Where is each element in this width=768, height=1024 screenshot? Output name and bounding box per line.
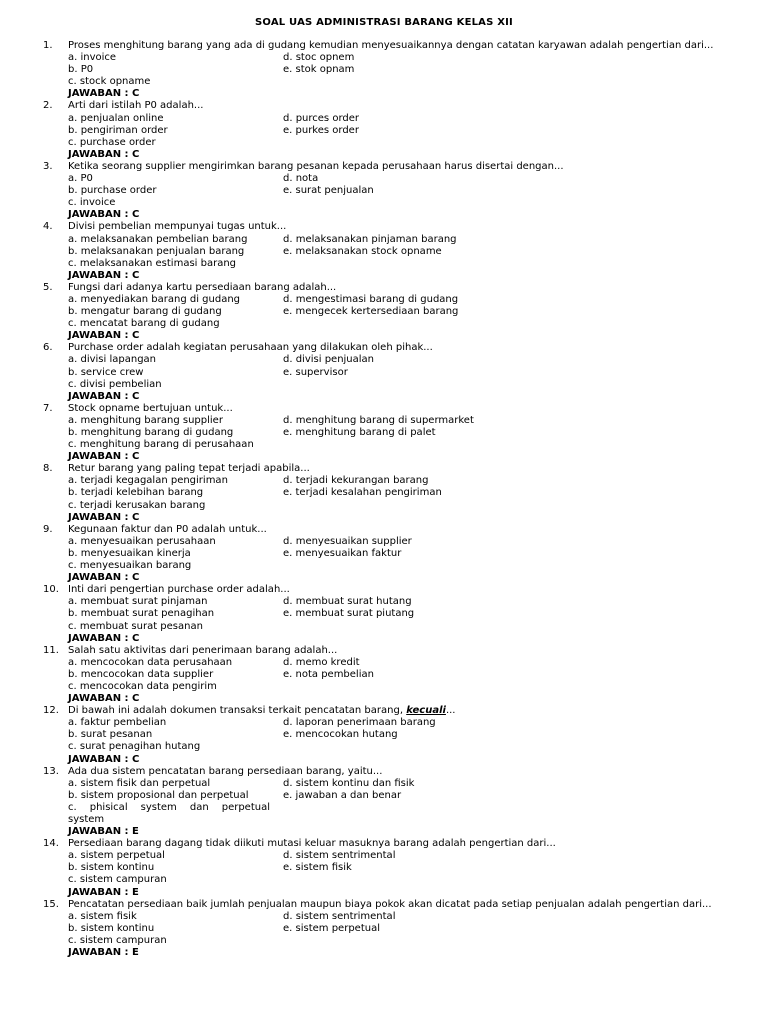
- question-item: [0, 342, 768, 402]
- question-text: Ketika seorang supplier mengirimkan barang pesanan kepada perusahaan harus disertai dengan...: [68, 160, 564, 172]
- question-number: 10.: [43, 584, 59, 596]
- option-a: a. melaksanakan pembelian barang: [68, 233, 248, 245]
- option-e: e. sistem perpetual: [283, 922, 380, 934]
- option-e: e. mengecek kertersediaan barang: [283, 306, 459, 318]
- options-row: [0, 669, 768, 681]
- question-text: Kegunaan faktur dan P0 adalah untuk...: [68, 523, 267, 535]
- question-item: [0, 705, 768, 765]
- option-c: c. mencocokan data pengirim: [68, 680, 217, 692]
- question-number: 7.: [43, 402, 53, 414]
- option-b: b. sistem proposional dan perpetual: [68, 789, 249, 801]
- question-line: [0, 645, 768, 657]
- question-line: [0, 100, 768, 112]
- option-b: b. menyesuaikan kinerja: [68, 547, 191, 559]
- options-row: [0, 294, 768, 306]
- options-row: [0, 790, 768, 802]
- option-c: c. surat penagihan hutang: [68, 741, 201, 753]
- question-text: Proses menghitung barang yang ada di gudang kemudian menyesuaikannya dengan catatan karyawan adalah pengertian dari...: [68, 40, 714, 51]
- options-row: [0, 234, 768, 246]
- option-d: d. menghitung barang di supermarket: [283, 414, 474, 426]
- question-list: [0, 40, 768, 959]
- question-item: [0, 221, 768, 281]
- option-d: d. membuat surat hutang: [283, 596, 412, 608]
- question-text: Arti dari istilah P0 adalah...: [68, 100, 204, 112]
- question-line: [0, 463, 768, 475]
- question-number: 13.: [43, 765, 59, 777]
- question-number: 11.: [43, 644, 59, 656]
- question-line: [0, 221, 768, 233]
- options-row: [0, 354, 768, 366]
- options-row: [0, 52, 768, 64]
- answer-key: JAWABAN : C: [68, 572, 140, 584]
- options-row: [0, 850, 768, 862]
- option-b: b. menghitung barang di gudang: [68, 427, 234, 438]
- option-a: a. menyesuaikan perusahaan: [68, 535, 216, 547]
- question-line: [0, 161, 768, 173]
- question-number: 4.: [43, 221, 53, 233]
- question-text: Divisi pembelian mempunyai tugas untuk...: [68, 221, 287, 233]
- question-line: [0, 766, 768, 778]
- option-e: e. menyesuaikan faktur: [283, 547, 402, 559]
- option-a: a. sistem fisik: [68, 910, 137, 922]
- question-line: [0, 282, 768, 294]
- option-b: b. P0: [68, 64, 94, 76]
- option-e: e. membuat surat piutang: [283, 608, 415, 620]
- option-c: c. membuat surat pesanan: [68, 620, 203, 632]
- question-text: Fungsi dari adanya kartu persediaan barang adalah...: [68, 281, 337, 293]
- question-line: [0, 342, 768, 354]
- question-item: [0, 838, 768, 898]
- option-a: a. divisi lapangan: [68, 354, 157, 366]
- answer-key: JAWABAN : C: [68, 753, 140, 765]
- options-row: [0, 536, 768, 548]
- question-item: [0, 766, 768, 839]
- option-a: a. menghitung barang supplier: [68, 414, 223, 426]
- option-e: e. jawaban a dan benar: [283, 789, 402, 801]
- answer-key: JAWABAN : C: [68, 390, 140, 402]
- options-row: [0, 64, 768, 76]
- option-e: e. supervisor: [283, 366, 348, 378]
- question-line: [0, 403, 768, 415]
- option-c-continued: system: [68, 814, 105, 825]
- question-number: 9.: [43, 523, 53, 535]
- question-item: [0, 584, 768, 644]
- option-c: c. mencatat barang di gudang: [68, 318, 220, 330]
- question-line: [0, 899, 768, 911]
- option-a: a. membuat surat pinjaman: [68, 596, 208, 608]
- question-text: Stock opname bertujuan untuk...: [68, 402, 233, 414]
- options-row: [0, 173, 768, 185]
- option-a: a. penjualan online: [68, 112, 164, 124]
- options-row: [0, 548, 768, 560]
- options-row: [0, 113, 768, 125]
- options-row: [0, 487, 768, 499]
- option-e: e. surat penjualan: [283, 185, 374, 197]
- question-item: [0, 899, 768, 959]
- document-title: SOAL UAS ADMINISTRASI BARANG KELAS XII: [255, 17, 513, 28]
- option-e: e. sistem fisik: [283, 862, 352, 874]
- question-line: [0, 524, 768, 536]
- question-number: 14.: [43, 838, 59, 850]
- option-a: a. terjadi kegagalan pengiriman: [68, 475, 228, 487]
- answer-key: JAWABAN : C: [68, 88, 140, 100]
- option-c: c. sistem campuran: [68, 874, 167, 886]
- option-c: c. menghitung barang di perusahaan: [68, 439, 254, 451]
- question-text: Purchase order adalah kegiatan perusahaan yang dilakukan oleh pihak...: [68, 342, 433, 354]
- options-row: [0, 475, 768, 487]
- option-d: d. menyesuaikan supplier: [283, 535, 412, 547]
- options-row: [0, 306, 768, 318]
- option-c: c. menyesuaikan barang: [68, 560, 192, 572]
- question-item: [0, 524, 768, 584]
- option-c: c. stock opname: [68, 76, 151, 88]
- answer-key: JAWABAN : C: [68, 209, 140, 221]
- option-c: c. melaksanakan estimasi barang: [68, 257, 237, 269]
- option-b: b. sistem kontinu: [68, 862, 155, 874]
- option-d: d. terjadi kekurangan barang: [283, 475, 429, 487]
- option-b: b. pengiriman order: [68, 124, 168, 136]
- option-d: d. mengestimasi barang di gudang: [283, 293, 459, 305]
- option-b: b. surat pesanan: [68, 729, 153, 741]
- question-line: [0, 838, 768, 850]
- option-c: [0, 802, 268, 826]
- question-text-emphasis: kecuali: [406, 705, 446, 717]
- option-b: b. terjadi kelebihan barang: [68, 487, 204, 499]
- question-number: 3.: [43, 160, 53, 172]
- options-row: [0, 729, 768, 741]
- options-row: [0, 415, 768, 427]
- answer-key: JAWABAN : C: [68, 269, 140, 281]
- option-c: c. divisi pembelian: [68, 378, 162, 390]
- question-number: 15.: [43, 898, 59, 910]
- option-b: b. membuat surat penagihan: [68, 608, 215, 620]
- option-b: b. purchase order: [68, 185, 157, 197]
- question-text: Persediaan barang dagang tidak diikuti mutasi keluar masuknya barang adalah pengertian dari...: [68, 838, 556, 850]
- question-text: Salah satu aktivitas dari penerimaan barang adalah...: [68, 644, 338, 656]
- options-row: [0, 657, 768, 669]
- options-row: [0, 862, 768, 874]
- question-line: [0, 705, 768, 717]
- option-d: d. memo kredit: [283, 656, 360, 668]
- question-text: Pencatatan persediaan baik jumlah penjualan maupun biaya pokok akan dicatat pada setiap penjualan adalah pengertian dari...: [68, 898, 712, 910]
- option-d: d. sistem kontinu dan fisik: [283, 777, 415, 789]
- option-d: d. nota: [283, 173, 319, 185]
- option-c: c. sistem campuran: [68, 934, 167, 946]
- answer-key: JAWABAN : E: [68, 886, 139, 898]
- option-a: a. sistem perpetual: [68, 850, 165, 862]
- option-c-word: perpetual: [221, 801, 270, 813]
- option-b: b. sistem kontinu: [68, 922, 155, 934]
- options-row: [0, 367, 768, 379]
- answer-key: JAWABAN : C: [68, 451, 140, 463]
- question-number: 5.: [43, 281, 53, 293]
- options-row: [0, 246, 768, 258]
- options-row: [0, 125, 768, 137]
- answer-key: JAWABAN : E: [68, 826, 139, 838]
- options-row: [0, 717, 768, 729]
- options-row: [0, 608, 768, 620]
- option-c: c. terjadi kerusakan barang: [68, 499, 206, 511]
- answer-key: JAWABAN : C: [68, 330, 140, 342]
- answer-key: JAWABAN : C: [68, 632, 140, 644]
- question-number: 8.: [43, 463, 53, 475]
- question-number: 2.: [43, 100, 53, 112]
- answer-key: JAWABAN : C: [68, 693, 140, 705]
- option-c-word: dan: [189, 801, 209, 813]
- option-e: e. melaksanakan stock opname: [283, 245, 442, 257]
- options-row: [0, 923, 768, 935]
- question-item: [0, 282, 768, 342]
- answer-key: JAWABAN : C: [68, 148, 140, 160]
- question-item: [0, 100, 768, 160]
- option-e: e. mencocokan hutang: [283, 729, 398, 741]
- question-text-pre: Di bawah ini adalah dokumen transaksi terkait pencatatan barang,: [68, 705, 407, 717]
- option-c: c. invoice: [68, 197, 116, 209]
- answer-key: JAWABAN : C: [68, 511, 140, 523]
- options-row: [0, 911, 768, 923]
- question-line: [0, 40, 768, 52]
- option-d: d. melaksanakan pinjaman barang: [283, 233, 457, 245]
- document: [0, 17, 768, 959]
- question-text: Inti dari pengertian purchase order adalah...: [68, 584, 290, 596]
- option-b: b. mencocokan data supplier: [68, 668, 214, 680]
- option-d: d. purces order: [283, 112, 359, 124]
- question-item: [0, 40, 768, 100]
- question-item: [0, 403, 768, 463]
- question-item: [0, 161, 768, 221]
- question-line: [0, 584, 768, 596]
- option-c-word: phisical: [89, 801, 128, 813]
- question-text: [68, 705, 455, 717]
- question-number: 6.: [43, 342, 53, 354]
- option-a: a. sistem fisik dan perpetual: [68, 777, 211, 789]
- option-b: b. service crew: [68, 366, 144, 378]
- option-a: a. P0: [68, 173, 93, 185]
- options-row: [0, 185, 768, 197]
- option-d: d. divisi penjualan: [283, 354, 375, 366]
- options-row: [0, 427, 768, 439]
- option-a: a. mencocokan data perusahaan: [68, 656, 233, 668]
- option-d: d. sistem sentrimental: [283, 910, 396, 922]
- question-text-post: ...: [445, 705, 456, 717]
- option-d: d. sistem sentrimental: [283, 850, 396, 862]
- option-a: a. invoice: [68, 52, 117, 64]
- option-e: e. nota pembelian: [283, 668, 374, 680]
- option-e: e. menghitung barang di palet: [283, 427, 436, 438]
- option-b: b. mengatur barang di gudang: [68, 306, 222, 318]
- question-text: Retur barang yang paling tepat terjadi apabila...: [68, 463, 310, 475]
- option-d: d. laporan penerimaan barang: [283, 717, 436, 729]
- option-b: b. melaksanakan penjualan barang: [68, 245, 245, 257]
- options-row: [0, 778, 768, 790]
- option-e: e. terjadi kesalahan pengiriman: [283, 487, 442, 499]
- option-e: e. stok opnam: [283, 64, 355, 76]
- option-d: d. stoc opnem: [283, 52, 355, 64]
- answer-key: JAWABAN : E: [68, 947, 139, 959]
- question-number: 1.: [43, 40, 53, 51]
- option-a: a. faktur pembelian: [68, 717, 167, 729]
- options-row: [0, 596, 768, 608]
- option-a: a. menyediakan barang di gudang: [68, 293, 241, 305]
- question-number: 12.: [43, 705, 59, 717]
- question-text: Ada dua sistem pencatatan barang persediaan barang, yaitu...: [68, 765, 383, 777]
- option-c: c. purchase order: [68, 136, 156, 148]
- question-item: [0, 463, 768, 523]
- option-c-word: system: [140, 801, 177, 813]
- option-c-word: c.: [68, 801, 77, 813]
- option-e: e. purkes order: [283, 124, 359, 136]
- question-item: [0, 645, 768, 705]
